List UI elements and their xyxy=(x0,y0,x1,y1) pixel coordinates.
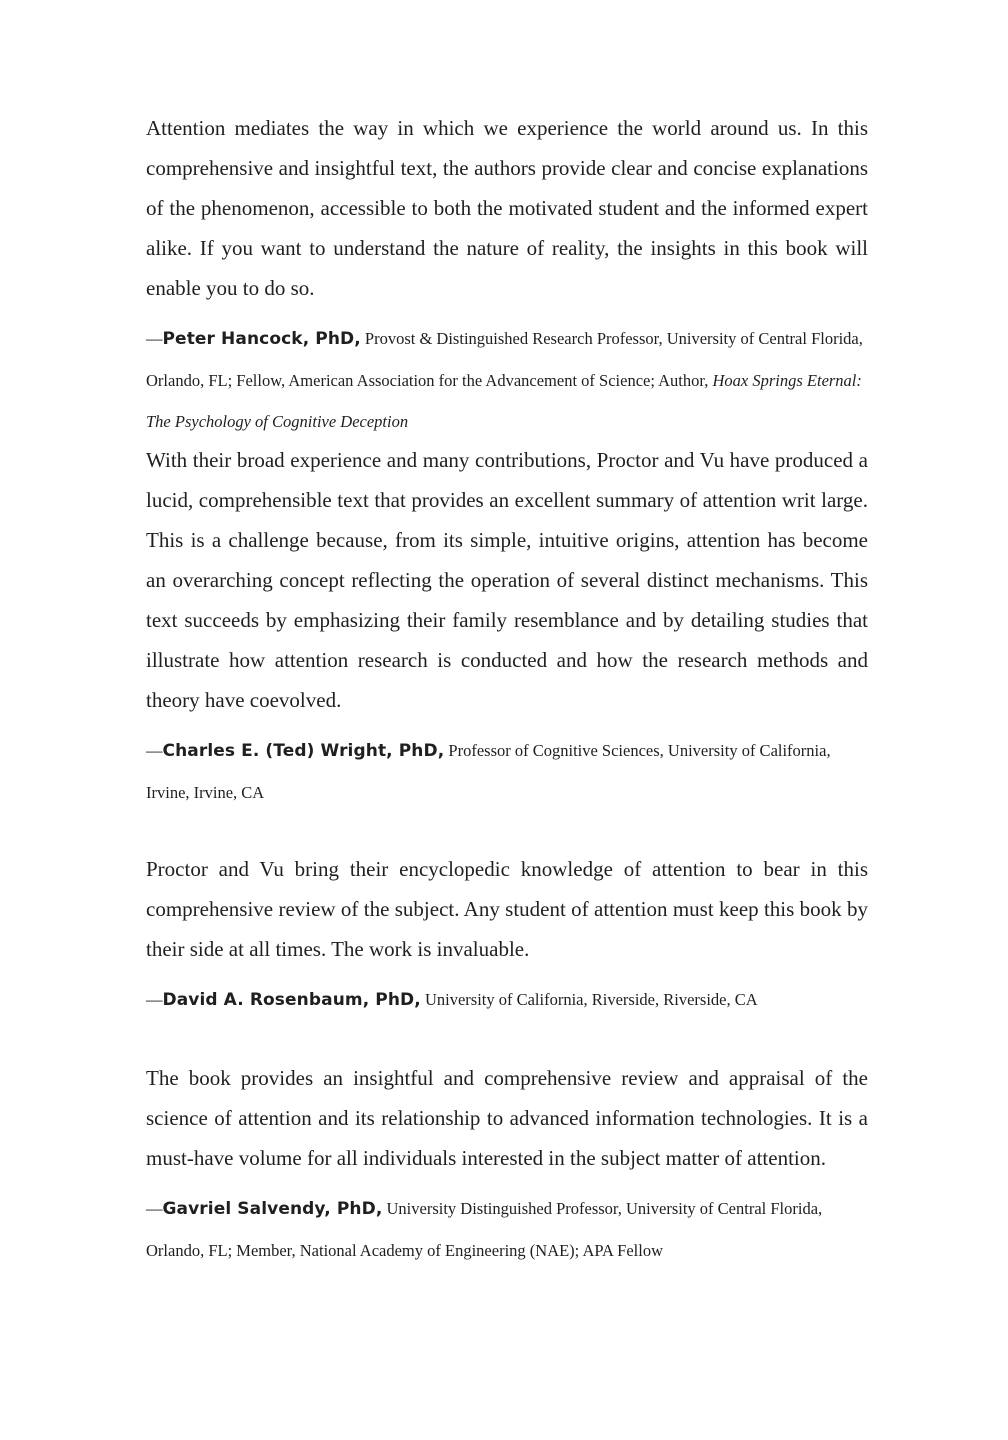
attribution-dash: — xyxy=(146,329,163,348)
endorsement-quote: The book provides an insightful and comprehensive review and appraisal of the science of attention and its relationship to advanced information technologies. It is a must-have volume for all individuals interested in the subject matter of attention. xyxy=(146,1066,868,1170)
endorsement-wright xyxy=(146,440,868,813)
endorsement-attribution xyxy=(146,979,868,1021)
endorser-title: Provost & Distinguished Research Professor, University of Central Florida, Orlando, FL; Fellow, American Association for the Advancement of Science; Author, xyxy=(146,329,863,390)
endorsement-attribution xyxy=(146,1188,868,1271)
endorser-book-title: Hoax Springs Eternal: The Psychology of Cognitive Deception xyxy=(146,371,862,431)
endorsement-quote: Proctor and Vu bring their encyclopedic knowledge of attention to bear in this comprehensive review of the subject. Any student of attention must keep this book by their side at all times. The work is invaluable. xyxy=(146,857,868,961)
endorser-name: Gavriel Salvendy, PhD, xyxy=(162,1199,383,1219)
endorsement-attribution xyxy=(146,318,868,442)
endorser-title: Professor of Cognitive Sciences, University of California, Irvine, Irvine, CA xyxy=(146,741,831,802)
endorser-name: Peter Hancock, PhD, xyxy=(162,329,361,349)
endorser-name: Charles E. (Ted) Wright, PhD, xyxy=(162,741,445,761)
endorsement-salvendy xyxy=(146,1058,868,1271)
endorser-title: University of California, Riverside, Riverside, CA xyxy=(424,990,758,1009)
endorsement-rosenbaum xyxy=(146,849,868,1021)
attribution-dash: — xyxy=(146,741,163,760)
endorsement-hancock xyxy=(146,108,868,442)
endorsement-attribution xyxy=(146,730,868,813)
endorser-name: David A. Rosenbaum, PhD, xyxy=(162,990,421,1010)
endorser-title: University Distinguished Professor, University of Central Florida, Orlando, FL; Member, National Academy of Engineering (NAE); APA Fellow xyxy=(146,1199,823,1260)
attribution-dash: — xyxy=(146,1199,163,1218)
endorsement-quote: Attention mediates the way in which we experience the world around us. In this comprehensive and insightful text, the authors provide clear and concise explanations of the phenomenon, accessible to both the motivated student and the informed expert alike. If you want to understand the nature of reality, the insights in this book will enable you to do so. xyxy=(146,116,868,300)
attribution-dash: — xyxy=(146,990,163,1009)
endorsement-quote: With their broad experience and many contributions, Proctor and Vu have produced a lucid, comprehensible text that provides an excellent summary of attention writ large. This is a challenge because, from its simple, intuitive origins, attention has become an overarching concept reflecting the operation of several distinct mechanisms. This text succeeds by emphasizing their family resemblance and by detailing studies that illustrate how attention research is conducted and how the research methods and theory have coevolved. xyxy=(146,448,868,712)
